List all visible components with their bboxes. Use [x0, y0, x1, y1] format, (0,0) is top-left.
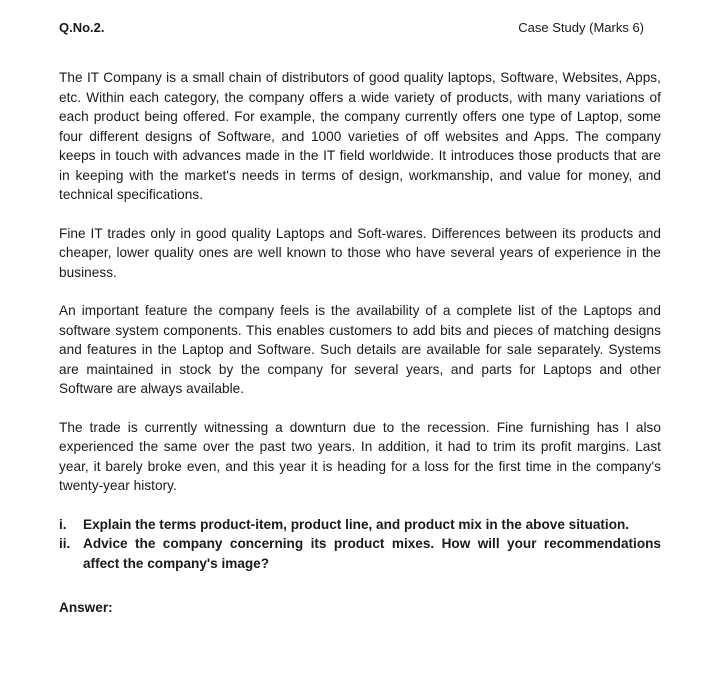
question-item-number: i.: [59, 516, 67, 532]
paragraph-components: An important feature the company feels is the availability of a complete list of the Laptops and software system components. This enables customers to add bits and pieces of matching designs and features in the Laptop and Software. Such details are available for sale separately. Systems are maintained in stock by the company for several years, and parts for Laptops and other Software are always available.: [59, 303, 661, 396]
question-list: [59, 515, 661, 574]
case-study-label: Case Study (Marks 6): [518, 20, 644, 35]
header: [59, 18, 661, 44]
question-item: [59, 534, 661, 573]
paragraph-quality: Fine IT trades only in good quality Laptops and Soft-wares. Differences between its products and cheaper, lower quality ones are well known to those who have several years of experience in the business.: [59, 225, 661, 280]
question-item-text: Explain the terms product-item, product line, and product mix in the above situation.: [83, 516, 630, 532]
case-study-page: [59, 18, 661, 618]
paragraph-downturn: The trade is currently witnessing a downturn due to the recession. Fine furnishing has l also experienced the same over the past two years. In addition, it had to trim its profit margins. Last year, it barely broke even, and this year it is heading for a loss for the first time in the company's twenty-year history.: [59, 419, 661, 493]
question-item-text: Advice the company concerning its product mixes. How will your recommendations affect the company's image?: [83, 536, 661, 571]
paragraph-company-overview: The IT Company is a small chain of distributors of good quality laptops, Software, Websites, Apps, etc. Within each category, the company offers a wide variety of products, with many variations of each product being offered. For example, the company currently offers one type of Laptop, some four different designs of Software, and 1000 varieties of off websites and Apps. The company keeps in touch with advances made in the IT field worldwide. It introduces those products that are in keeping with the market's needs in terms of design, workmanship, and value for money, and technical specifications.: [59, 70, 661, 202]
answer-label: Answer:: [59, 600, 113, 615]
question-item: [59, 515, 661, 535]
question-number: Q.No.2.: [59, 20, 105, 35]
question-item-number: ii.: [59, 536, 71, 551]
